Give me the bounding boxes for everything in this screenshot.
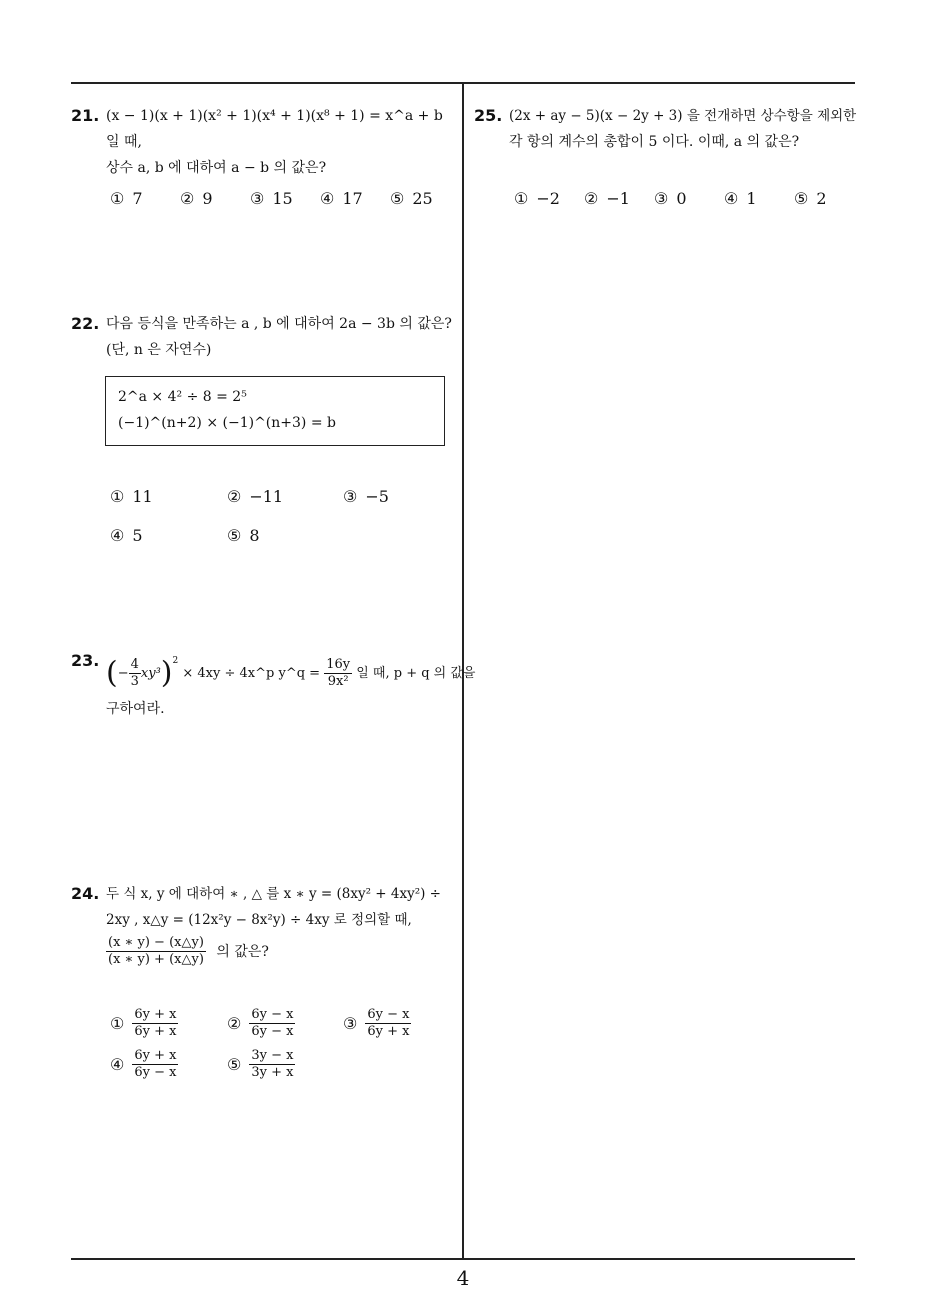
choice-1[interactable]: ① $\frac{6y + x}{6y + x}$ xyxy=(110,1007,177,1039)
question-text-line-2: 상수 a, b 에 대하여 a − b 의 값은? xyxy=(106,160,327,176)
question-text-line-1: 다음 등식을 만족하는 a , b 에 대하여 2a − 3b 의 값은? xyxy=(106,316,452,332)
condition-line-2: (−1)^(n+2) × (−1)^(n+3) = b xyxy=(118,415,336,431)
question-number: 23. xyxy=(71,651,100,670)
choice-1[interactable]: ① 7 xyxy=(110,189,143,208)
question-text-line-2: 각 항의 계수의 총합이 5 이다. 이때, a 의 값은? xyxy=(509,134,800,150)
choice-4[interactable]: ④ 1 xyxy=(724,189,757,208)
question-text-line-1: (− $\frac{4}{3}$ xy³)$^2$ × 4xy ÷ 4x^p y^q = $\frac{16y}{\text{9x²}}$ 일 때, p + q 의 값을 xyxy=(106,655,476,691)
question-22 xyxy=(71,311,456,363)
choice-4[interactable]: ④ 17 xyxy=(320,189,363,208)
page-number: 4 xyxy=(456,1266,470,1290)
question-text-line-2: 2xy , x△y = (12x²y − 8x²y) ÷ 4xy 로 정의할 때, xyxy=(106,912,412,928)
rhs-fraction: $\frac{16y}{\text{9x²}}$ xyxy=(326,657,351,689)
choice-5[interactable]: ⑤ 25 xyxy=(390,189,433,208)
choice-3[interactable]: ③ 0 xyxy=(654,189,687,208)
condition-box xyxy=(105,376,445,446)
choice-5[interactable]: ⑤ 2 xyxy=(794,189,827,208)
choice-3[interactable]: ③ 15 xyxy=(250,189,293,208)
choice-3[interactable]: ③ $\frac{6y - x}{6y + x}$ xyxy=(343,1007,410,1039)
question-number: 22. xyxy=(71,314,100,333)
question-text-line-1: (2x + ay − 5)(x − 2y + 3) 을 전개하면 상수항을 제외한 xyxy=(509,108,857,124)
left-paren: ( xyxy=(106,655,118,691)
question-text-line-3: $\frac{(x ∗ y) - (x\triangle y)}{(x ∗ y) + (x\triangle y)}$ 의 값은? xyxy=(108,935,269,967)
choice-1[interactable]: ① 11 xyxy=(110,487,153,506)
choice-5[interactable]: ⑤ 8 xyxy=(227,526,260,545)
condition-line-1: 2^a × 4² ÷ 8 = 2⁵ xyxy=(118,389,247,405)
bottom-rule xyxy=(71,1258,855,1260)
question-text-line-1: (x − 1)(x + 1)(x² + 1)(x⁴ + 1)(x⁸ + 1) = x^a + b 일 때, xyxy=(106,108,443,150)
expression-fraction: $\frac{(x ∗ y) - (x\triangle y)}{(x ∗ y) + (x\triangle y)}$ xyxy=(108,935,204,967)
coefficient-fraction: $\frac{4}{3}$ xyxy=(130,657,139,689)
choice-4[interactable]: ④ 5 xyxy=(110,526,143,545)
question-text-line-1: 두 식 x, y 에 대하여 ∗ , △ 를 x ∗ y = (8xy² + 4xy²) ÷ xyxy=(106,886,441,902)
question-text-line-2: 구하여라. xyxy=(106,701,165,717)
choice-5[interactable]: ⑤ $\frac{3y - x}{3y + x}$ xyxy=(227,1048,294,1080)
right-paren: ) xyxy=(160,655,173,691)
question-21 xyxy=(71,103,456,181)
choice-2[interactable]: ② 9 xyxy=(180,189,213,208)
question-25 xyxy=(474,103,859,155)
choice-4[interactable]: ④ $\frac{6y + x}{6y - x}$ xyxy=(110,1048,177,1080)
choice-3[interactable]: ③ −5 xyxy=(343,487,389,506)
choice-1[interactable]: ① −2 xyxy=(514,189,560,208)
choice-2[interactable]: ② $\frac{6y - x}{6y - x}$ xyxy=(227,1007,294,1039)
question-number: 21. xyxy=(71,106,100,125)
question-24 xyxy=(71,881,458,968)
question-23 xyxy=(71,650,476,720)
choice-2[interactable]: ② −1 xyxy=(584,189,630,208)
question-text-line-2: (단, n 은 자연수) xyxy=(106,342,212,358)
choice-2[interactable]: ② −11 xyxy=(227,487,284,506)
question-number: 24. xyxy=(71,884,100,903)
question-number: 25. xyxy=(474,106,503,125)
